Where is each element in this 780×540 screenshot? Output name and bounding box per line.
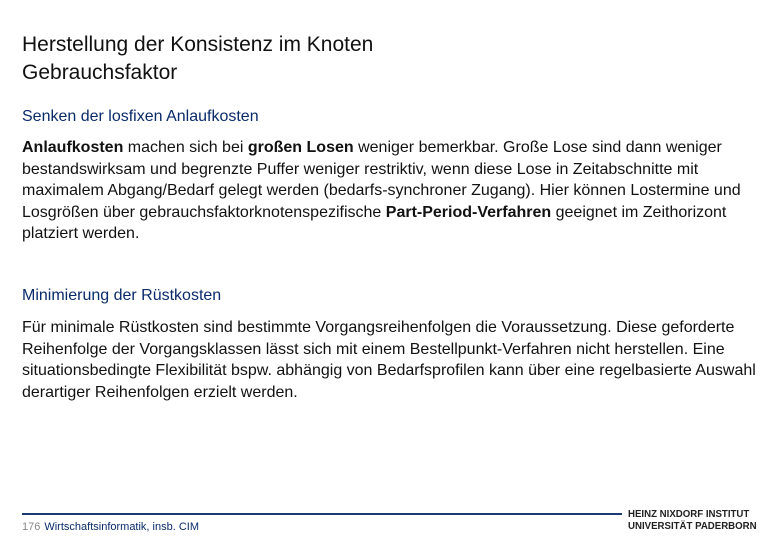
text-span: geeignet im Zeithorizont platziert werden. — [22, 203, 727, 242]
bold-grossen-losen: großen Losen — [247, 139, 354, 156]
footer-divider — [22, 513, 622, 515]
text-span: weniger bemerkbar. Große Lose sind dann weniger bestandswirksam und begrenzte Puffer weniger restriktiv, wenn diese Lose in Zeitabschnitte mit maximalem Abgang/Bedarf gelegt werden (bedarfs-synchroner Zugang). Hier können Lostermine und Losgrößen über gebrauchsfaktorknotenspezifische — [22, 139, 741, 221]
logo-line2: UNIVERSITÄT PADERBORN — [628, 520, 757, 532]
section1-paragraph — [22, 137, 757, 245]
slide-title-line1: Herstellung der Konsistenz im Knoten — [22, 33, 374, 56]
slide-title-line2: Gebrauchsfaktor — [22, 61, 178, 84]
bold-part-period: Part-Period-Verfahren — [385, 203, 552, 221]
section1-heading: Senken der losfixen Anlaufkosten — [22, 108, 259, 125]
footer — [22, 520, 199, 534]
logo-line1: HEINZ NIXDORF INSTITUT — [628, 508, 750, 520]
section2-paragraph: Für minimale Rüstkosten sind bestimmte Vorgangsreihenfolgen die Voraussetzung. Diese geforderte Reihenfolge der Vorgangsklassen lässt sich mit einem Bestellpunkt-Verfahren nicht herstellen. Eine situationsbedingte Flexibilität bspw. abhängig von Bedarfsprofilen kann über eine regelbasierte Auswahl derartiger Reihenfolgen erzielt werden. — [22, 319, 756, 401]
course-name: Wirtschaftsinformatik, insb. CIM — [44, 521, 199, 533]
text-span: machen sich bei — [123, 139, 248, 156]
institute-logo — [628, 508, 768, 532]
page-number: 176 — [22, 521, 41, 533]
slide-title — [22, 31, 742, 87]
section2-heading: Minimierung der Rüstkosten — [22, 287, 222, 304]
bold-anlaufkosten: Anlaufkosten — [22, 139, 124, 156]
